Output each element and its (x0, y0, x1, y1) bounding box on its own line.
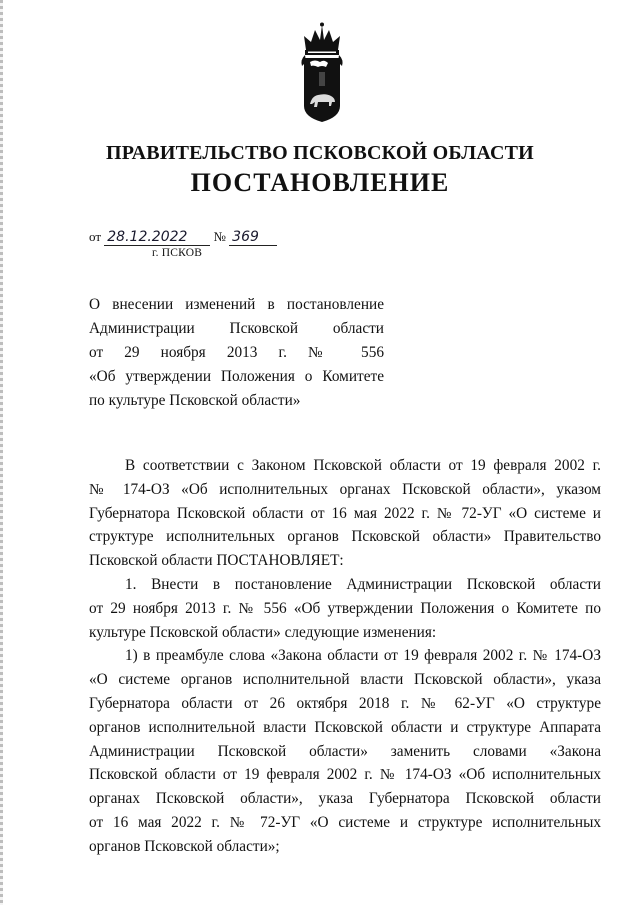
document-type: ПОСТАНОВЛЕНИЕ (190, 168, 450, 197)
government-name: ПРАВИТЕЛЬСТВО ПСКОВСКОЙ ОБЛАСТИ (106, 142, 534, 164)
body-line: органов исполнительной власти Псковской области и структуре Аппарата (89, 718, 601, 736)
subject-line: по культуре Псковской области» (89, 392, 301, 409)
body-line: органах Псковской области», указа Губернатора Псковской области (89, 790, 601, 808)
subject-line: «Об утверждении Положения о Комитете (89, 368, 384, 385)
body-line: Псковской области от 19 февраля 2002 г. № 174-ОЗ «Об исполнительных (89, 766, 601, 784)
document-subject (89, 293, 384, 413)
subject-line: О внесении изменений в постановление (89, 296, 384, 313)
body-line: культуре Псковской области» следующие изменения: (89, 623, 437, 641)
body-line: № 174-ОЗ «Об исполнительных органах Псковской области», указом (89, 480, 601, 498)
body-line: 1) в преамбуле слова «Закона области от 19 февраля 2002 г. № 174-ОЗ (125, 647, 601, 665)
body-line: Администрации Псковской области» заменить словами «Закона (89, 742, 601, 760)
document-date: 28.12.2022 (104, 229, 210, 246)
body-line: «О системе органов исполнительной власти Псковской области», указа (89, 671, 601, 689)
scan-edge (0, 0, 3, 905)
document-number: 369 (229, 229, 277, 246)
body-line: от 16 мая 2022 г. № 72-УГ «О системе и структуре исполнительных (89, 813, 601, 831)
date-from-label: от (89, 229, 102, 244)
number-label: № (213, 229, 226, 244)
city-label: г. ПСКОВ (152, 247, 203, 259)
body-line: Псковской области ПОСТАНОВЛЯЕТ: (89, 552, 344, 570)
body-line: В соответствии с Законом Псковской области от 19 февраля 2002 г. (125, 457, 601, 474)
body-line: структуре исполнительных органов Псковской области» Правительство (89, 528, 601, 546)
subject-line: от 29 ноября 2013 г. № 556 (89, 344, 384, 361)
document-body (89, 454, 601, 859)
pskov-coat-of-arms-icon (298, 22, 346, 124)
body-line: Губернатора области от 26 октября 2018 г. № 62-УГ «О структуре (89, 694, 601, 712)
body-line: от 29 ноября 2013 г. № 556 «Об утверждении Положения о Комитете по (89, 599, 601, 617)
body-line: Губернатора Псковской области от 16 мая 2022 г. № 72-УГ «О системе и (89, 504, 601, 522)
body-line: 1. Внести в постановление Администрации Псковской области (125, 575, 601, 593)
body-line: органов Псковской области»; (89, 837, 280, 855)
dateline (89, 229, 277, 246)
subject-line: Администрации Псковской области (89, 320, 384, 337)
